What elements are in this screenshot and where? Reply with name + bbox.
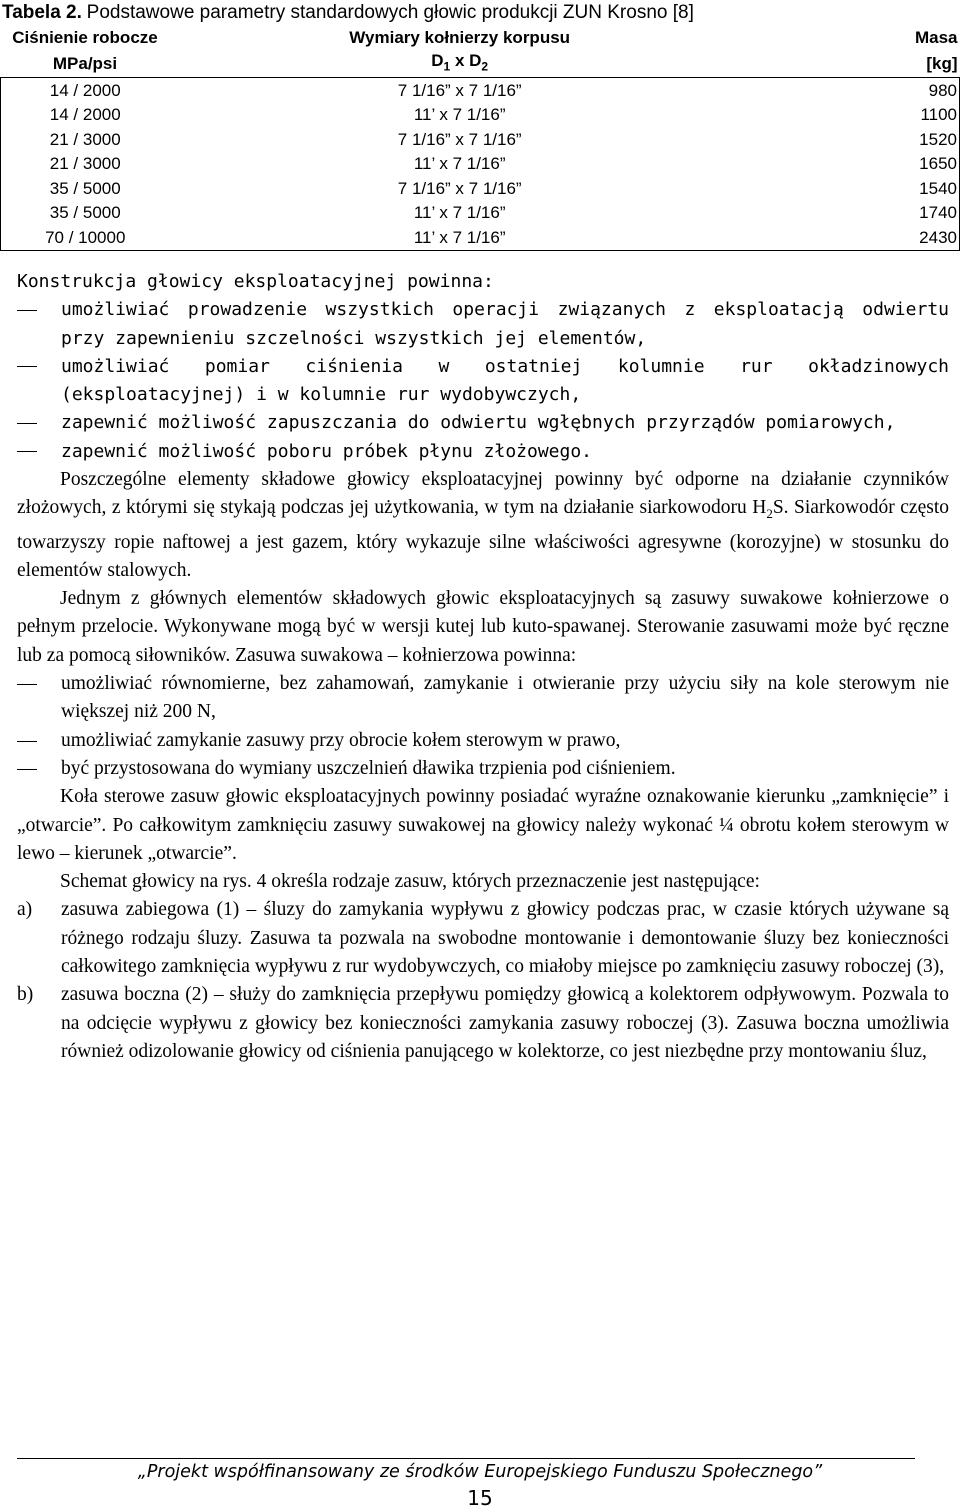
dash-bullet: [17, 670, 37, 698]
page-number: 15: [467, 1486, 493, 1510]
list-item: zapewnić możliwość zapuszczania do odwiertu wgłębnych przyrządów pomiarowych,: [17, 409, 949, 437]
table-header-row: [1, 26, 960, 50]
list-item: b) zasuwa boczna (2) – służy do zamknięcia przepływu pomiędzy głowicą a kolektorem odpływowym. Pozwala to na odcięcie wypływu z głowicy bez konieczności zamykania zasuwy roboczej (3). Zasuwa boczna umożliwia również odizolowanie głowicy od ciśnienia panującego w kolektorze, co jest niezbędne przy montowaniu śluz,: [17, 981, 949, 1066]
table-row: 21 / 3000 11’ x 7 1/16” 1650: [49, 154, 957, 174]
list-label: a): [17, 899, 33, 921]
dash-bullet: [17, 727, 37, 755]
list-item: zapewnić możliwość poboru próbek płynu złożowego.: [17, 438, 949, 466]
table-header-row: [1, 50, 960, 78]
list-item: umożliwiać równomierne, bez zahamowań, zamykanie i otwieranie przy użyciu siły na kole sterowym nie większej niż 200 N,: [17, 670, 949, 727]
header-dimensions-symbols: $D_1$ x $D_2$: [431, 51, 489, 74]
list-item: umożliwiać pomiar ciśnienia w ostatniej kolumnie rur okładzinowych (eksploatacyjnej) i w kolumnie rur wydobywczych,: [17, 353, 949, 410]
list-item: umożliwiać prowadzenie wszystkich operacji związanych z eksploatacją odwiertu przy zapewnieniu szczelności wszystkich jej elementów,: [17, 296, 949, 353]
table-row: 35 / 5000 7 1/16” x 7 1/16” 1540: [49, 178, 957, 198]
dash-bullet: [17, 353, 37, 381]
header-mass: Masa: [914, 28, 958, 47]
body-text: [17, 268, 949, 1066]
paragraph: Konstrukcja głowicy eksploatacyjnej powinna:: [17, 271, 494, 292]
table-row: 21 / 3000 7 1/16” x 7 1/16” 1520: [49, 129, 957, 149]
table-row: 70 / 10000 11’ x 7 1/16” 2430: [45, 227, 957, 247]
header-dimensions: Wymiary kołnierzy korpusu: [349, 28, 571, 47]
parameters-table: [0, 26, 960, 251]
paragraph: Schemat głowicy na rys. 4 określa rodzaje zasuw, których przeznaczenie jest następujące:: [60, 871, 760, 893]
table-row: 35 / 5000 11’ x 7 1/16” 1740: [49, 203, 957, 223]
list-label: b): [17, 984, 34, 1006]
header-pressure: Ciśnienie robocze: [12, 28, 158, 47]
table-caption-title: Podstawowe parametry standardowych głowic produkcji ZUN Krosno [8]: [86, 2, 694, 23]
table-caption: [2, 2, 694, 24]
table-body: [1, 78, 960, 251]
dash-bullet: [17, 438, 37, 466]
paragraph: Poszczególne elementy składowe głowicy eksploatacyjnej powinny być odporne na działanie czynników złożowych, z którymi się stykają podczas jej użytkowania, w tym na działanie siarkowodoru $H_2S$. Siarkowodór często towarzyszy ropie naftowej a jest gazem, który wykazuje silne właściwości agresywne (korozyjne) w stosunku do elementów stalowych.: [17, 469, 949, 581]
header-mass-unit: [kg]: [926, 53, 958, 73]
dash-bullet: [17, 296, 37, 324]
footer-text: „Projekt współfinansowany ze środków Europejskiego Funduszu Społecznego”: [137, 1462, 823, 1482]
header-pressure-unit: MPa/psi: [52, 53, 118, 73]
dash-bullet: [17, 755, 37, 783]
list-item: umożliwiać zamykanie zasuwy przy obrocie kołem sterowym w prawo,: [17, 727, 949, 755]
list-item: być przystosowana do wymiany uszczelnień dławika trzpienia pod ciśnieniem.: [17, 755, 949, 783]
list-item: a) zasuwa zabiegowa (1) – śluzy do zamykania wypływu z głowicy podczas prac, w czasie których używane są różnego rodzaju śluzy. Zasuwa ta pozwala na swobodne montowanie i demontowanie śluzy bez konieczności całkowitego zamknięcia wypływu z rur wydobywczych, co miałoby miejsce po zamknięciu zasuwy roboczej (3),: [17, 896, 949, 981]
table-caption-label: Tabela 2.: [2, 2, 82, 23]
dash-bullet: [17, 409, 37, 437]
table-row: 14 / 2000 7 1/16” x 7 1/16” 980: [49, 80, 957, 100]
footer-rule: [17, 1458, 915, 1459]
table-row: 14 / 2000 11’ x 7 1/16” 1100: [49, 105, 957, 125]
paragraph: Koła sterowe zasuw głowic eksploatacyjnych powinny posiadać wyraźne oznakowanie kierunku „zamknięcie” i „otwarcie”. Po całkowitym zamknięciu zasuwy suwakowej na głowicy należy wykonać ¼ obrotu kołem sterowym w lewo – kierunek „otwarcie”.: [17, 786, 949, 864]
paragraph: Jednym z głównych elementów składowych głowic eksploatacyjnych są zasuwy suwakowe kołnierzowe o pełnym przelocie. Wykonywane mogą być w wersji kutej lub kuto-spawanej. Sterowanie zasuwami może być ręczne lub za pomocą siłowników. Zasuwa suwakowa – kołnierzowa powinna:: [17, 588, 949, 666]
